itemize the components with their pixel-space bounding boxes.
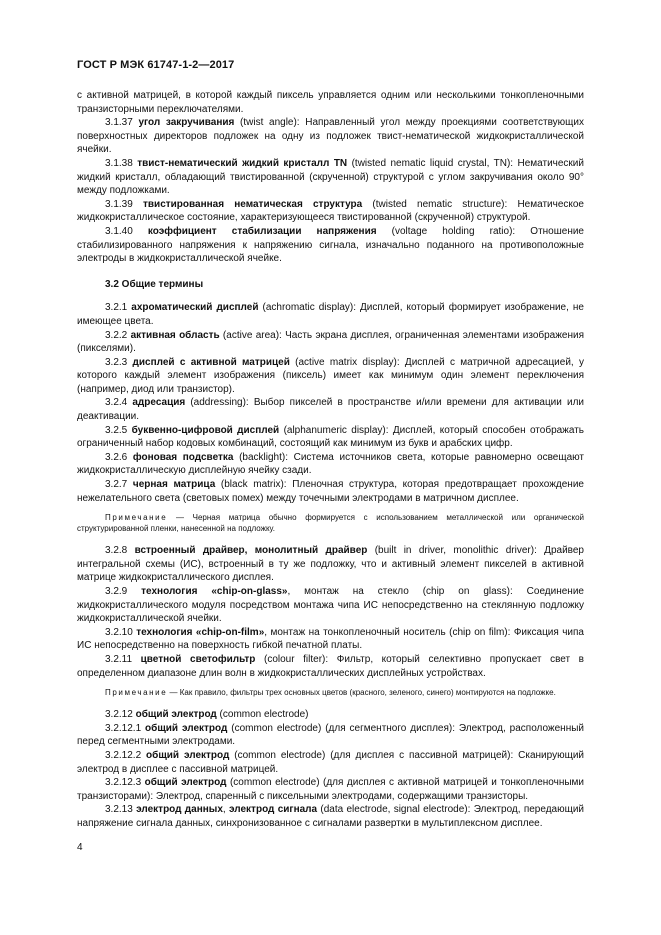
note-paragraph <box>77 687 584 698</box>
text-run: 3.2.11 <box>105 653 141 665</box>
text-run: (active area): Часть экрана дисплея, ограниченная элементами изображения (пикселями). <box>77 329 584 355</box>
text-run: 3.2 Общие термины <box>105 278 204 290</box>
term-paragraph <box>77 89 584 116</box>
text-run: (active matrix display): Дисплей с матричной адресацией, у которого каждый элемент изображения (пиксель) имеет как минимум один элемент переключения (например, диод или транзистор). <box>77 356 584 395</box>
text-run: (data electrode, signal electrode): Электрод, передающий напряжение сигнала данных, синхронизованное с сигналами развертки в мультиплексном дисплее. <box>77 804 585 829</box>
term-name: общий электрод <box>135 709 217 721</box>
term-name: технология «chip-on-glass» <box>141 586 288 597</box>
term-paragraph <box>77 198 584 225</box>
term-name: общий электрод <box>144 777 227 789</box>
text-run: (black matrix): Пленочная структура, которая предотвращает прохождение нежелательного света (световых помех) между точечными электродами в матричном дисплее. <box>77 479 584 504</box>
term-paragraph <box>77 451 584 478</box>
term-name: общий электрод <box>146 749 230 761</box>
term-paragraph <box>77 803 584 830</box>
text-run: 3.2.8 <box>105 545 135 557</box>
text-run: — Черная матрица обычно формируется с использованием металлической или органической структурированной пленки, нанесенной на подложку. <box>77 513 584 534</box>
term-paragraph <box>77 478 584 505</box>
term-paragraph <box>77 356 584 397</box>
text-run: (built in driver, monolithic driver): Драйвер интегральной схемы (ИС), встроенный в ту же подложку, что и активный элемент пикселей в активной матрице жидкокристаллического дисплея. <box>77 545 584 584</box>
text-run: (addressing): Выбор пикселей в пространстве и/или времени для активации или деактивации. <box>77 397 584 423</box>
text-run: (twisted nematic structure): Нематическое жидкокристаллическое состояние, характеризующееся твистированной (скрученной) структурой. <box>77 198 584 224</box>
text-run: 3.2.10 <box>105 626 137 638</box>
term-name: угол закручивания <box>138 117 235 129</box>
text-run: 3.2.4 <box>105 397 133 409</box>
term-paragraph <box>77 329 584 356</box>
term-paragraph <box>77 585 584 626</box>
term-name: буквенно-цифровой дисплей <box>131 424 280 436</box>
text-run: 3.1.38 <box>105 157 138 169</box>
term-paragraph <box>77 722 584 749</box>
term-paragraph <box>77 225 584 266</box>
page-number: 4 <box>77 842 83 853</box>
text-run: (twist angle): Направленный угол между проекциями соответствующих поверхностных директоров подложек на одну из подложек твист-нематической жидкокристаллической ячейки. <box>77 117 584 156</box>
term-name: активная область <box>130 329 220 341</box>
text-run: (colour filter): Фильтр, который селективно пропускает свет в определенном диапазоне длин волн в жидкокристаллических дисплейных устройствах. <box>77 653 584 679</box>
text-run: (common electrode) (для дисплея с активной матрицей и тонкопленочными транзисторами): Электрод, спаренный с пиксельными электродами, содержащими транзисторы. <box>77 777 585 802</box>
term-name: коэффициент стабилизации напряжения <box>147 225 377 237</box>
text-run: 3.2.7 <box>105 479 133 491</box>
text-run: 3.2.1 <box>105 302 132 314</box>
term-name: дисплей с активной матрицей <box>132 356 290 368</box>
note-paragraph <box>77 512 584 534</box>
text-run: 3.2.2 <box>105 329 131 341</box>
term-paragraph <box>77 116 584 157</box>
text-run: (common electrode) (для сегментного дисплея): Электрод, расположенный перед сегментными электродами. <box>77 722 584 748</box>
term-paragraph <box>77 776 584 803</box>
term-paragraph <box>77 749 584 776</box>
term-paragraph <box>77 424 584 451</box>
text-run: 3.1.37 <box>105 117 139 129</box>
document-header: ГОСТ Р МЭК 61747-1-2—2017 <box>77 59 235 71</box>
text-run: (common electrode) (для дисплея с пассивной матрицей): Сканирующий электрод в дисплее с пассивной матрицей. <box>77 749 584 775</box>
text-run: 3.2.6 <box>105 451 133 463</box>
text-run: 3.2.12.1 <box>105 722 146 734</box>
text-run: 3.1.40 <box>105 225 148 237</box>
term-paragraph <box>77 544 584 585</box>
term-name: фоновая подсветка <box>132 451 234 463</box>
text-run: 3.2.12.2 <box>105 749 147 761</box>
text-run: 3.2.12.3 <box>105 777 145 789</box>
term-paragraph <box>77 301 584 328</box>
text-run: , монтаж на стекло (chip on glass): Соединение жидкокристаллического модуля посредством монтажа чипа ИС непосредственно на стеклянную подложку жидкокристаллической ячейки. <box>77 586 584 625</box>
term-name: электрод данных <box>136 804 223 816</box>
term-name: адресация <box>132 397 186 409</box>
text-run: 3.2.12 <box>105 709 136 721</box>
term-name: твист-нематический жидкий кристалл TN <box>137 157 348 169</box>
text-run: (achromatic display): Дисплей, который формирует изображение, не имеющее цвета. <box>77 302 584 327</box>
note-label: Примечание <box>105 513 168 523</box>
term-name: технология «chip-on-film» <box>136 626 265 638</box>
note-label: Примечание <box>105 688 168 698</box>
term-name: твистированная нематическая структура <box>143 198 363 210</box>
text-run: 3.2.5 <box>105 424 132 436</box>
text-run: 3.2.13 <box>105 804 137 816</box>
term-paragraph <box>77 653 584 680</box>
text-run: , <box>222 804 229 816</box>
term-name: встроенный драйвер, монолитный драйвер <box>134 545 368 557</box>
text-run: , монтаж на тонкопленочный носитель (chip on film): Фиксация чипа ИС непосредственно на поверхность гибкой печатной платы. <box>77 626 584 652</box>
text-run: — Как правило, фильтры трех основных цветов (красного, зеленого, синего) монтируются на подложке. <box>167 688 556 698</box>
text-run: с активной матрицей, в которой каждый пиксель управляется одним или несколькими тонкопленочными транзисторными переключателями. <box>77 90 584 115</box>
term-paragraph <box>77 396 584 423</box>
term-name: общий электрод <box>145 722 228 734</box>
text-run: (common electrode) <box>216 709 309 721</box>
text-run: 3.1.39 <box>105 198 143 210</box>
text-run: (alphanumeric display): Дисплей, который способен отображать ограниченный набор кодовых комбинаций, состоящий как минимум из букв и арабских цифр. <box>77 424 585 450</box>
term-name: цветной светофильтр <box>140 653 256 665</box>
text-run: 3.2.9 <box>105 586 142 597</box>
term-paragraph <box>77 708 584 722</box>
term-name: ахроматический дисплей <box>131 302 259 314</box>
term-paragraph <box>77 626 584 653</box>
text-run: (voltage holding ratio): Отношение стабилизированного напряжения к напряжению сигнала, изначально поданного на противоположные электроды в жидкокристаллической ячейке. <box>77 225 584 265</box>
text-run: (backlight): Система источников света, которые равномерно освещают жидкокристаллическую дисплейную ячейку сзади. <box>77 451 584 477</box>
term-name: черная матрица <box>132 479 216 491</box>
term-paragraph <box>77 157 584 198</box>
text-run: 3.2.3 <box>105 356 133 368</box>
section-heading <box>77 278 584 292</box>
text-run: (twisted nematic liquid crystal, TN): Нематический жидкий кристалл, обладающий твистированной (скрученной) структурой с углом закручивания около 90° между подложками. <box>77 157 584 197</box>
document-body <box>77 89 584 831</box>
term-name: электрод сигнала <box>229 804 318 816</box>
